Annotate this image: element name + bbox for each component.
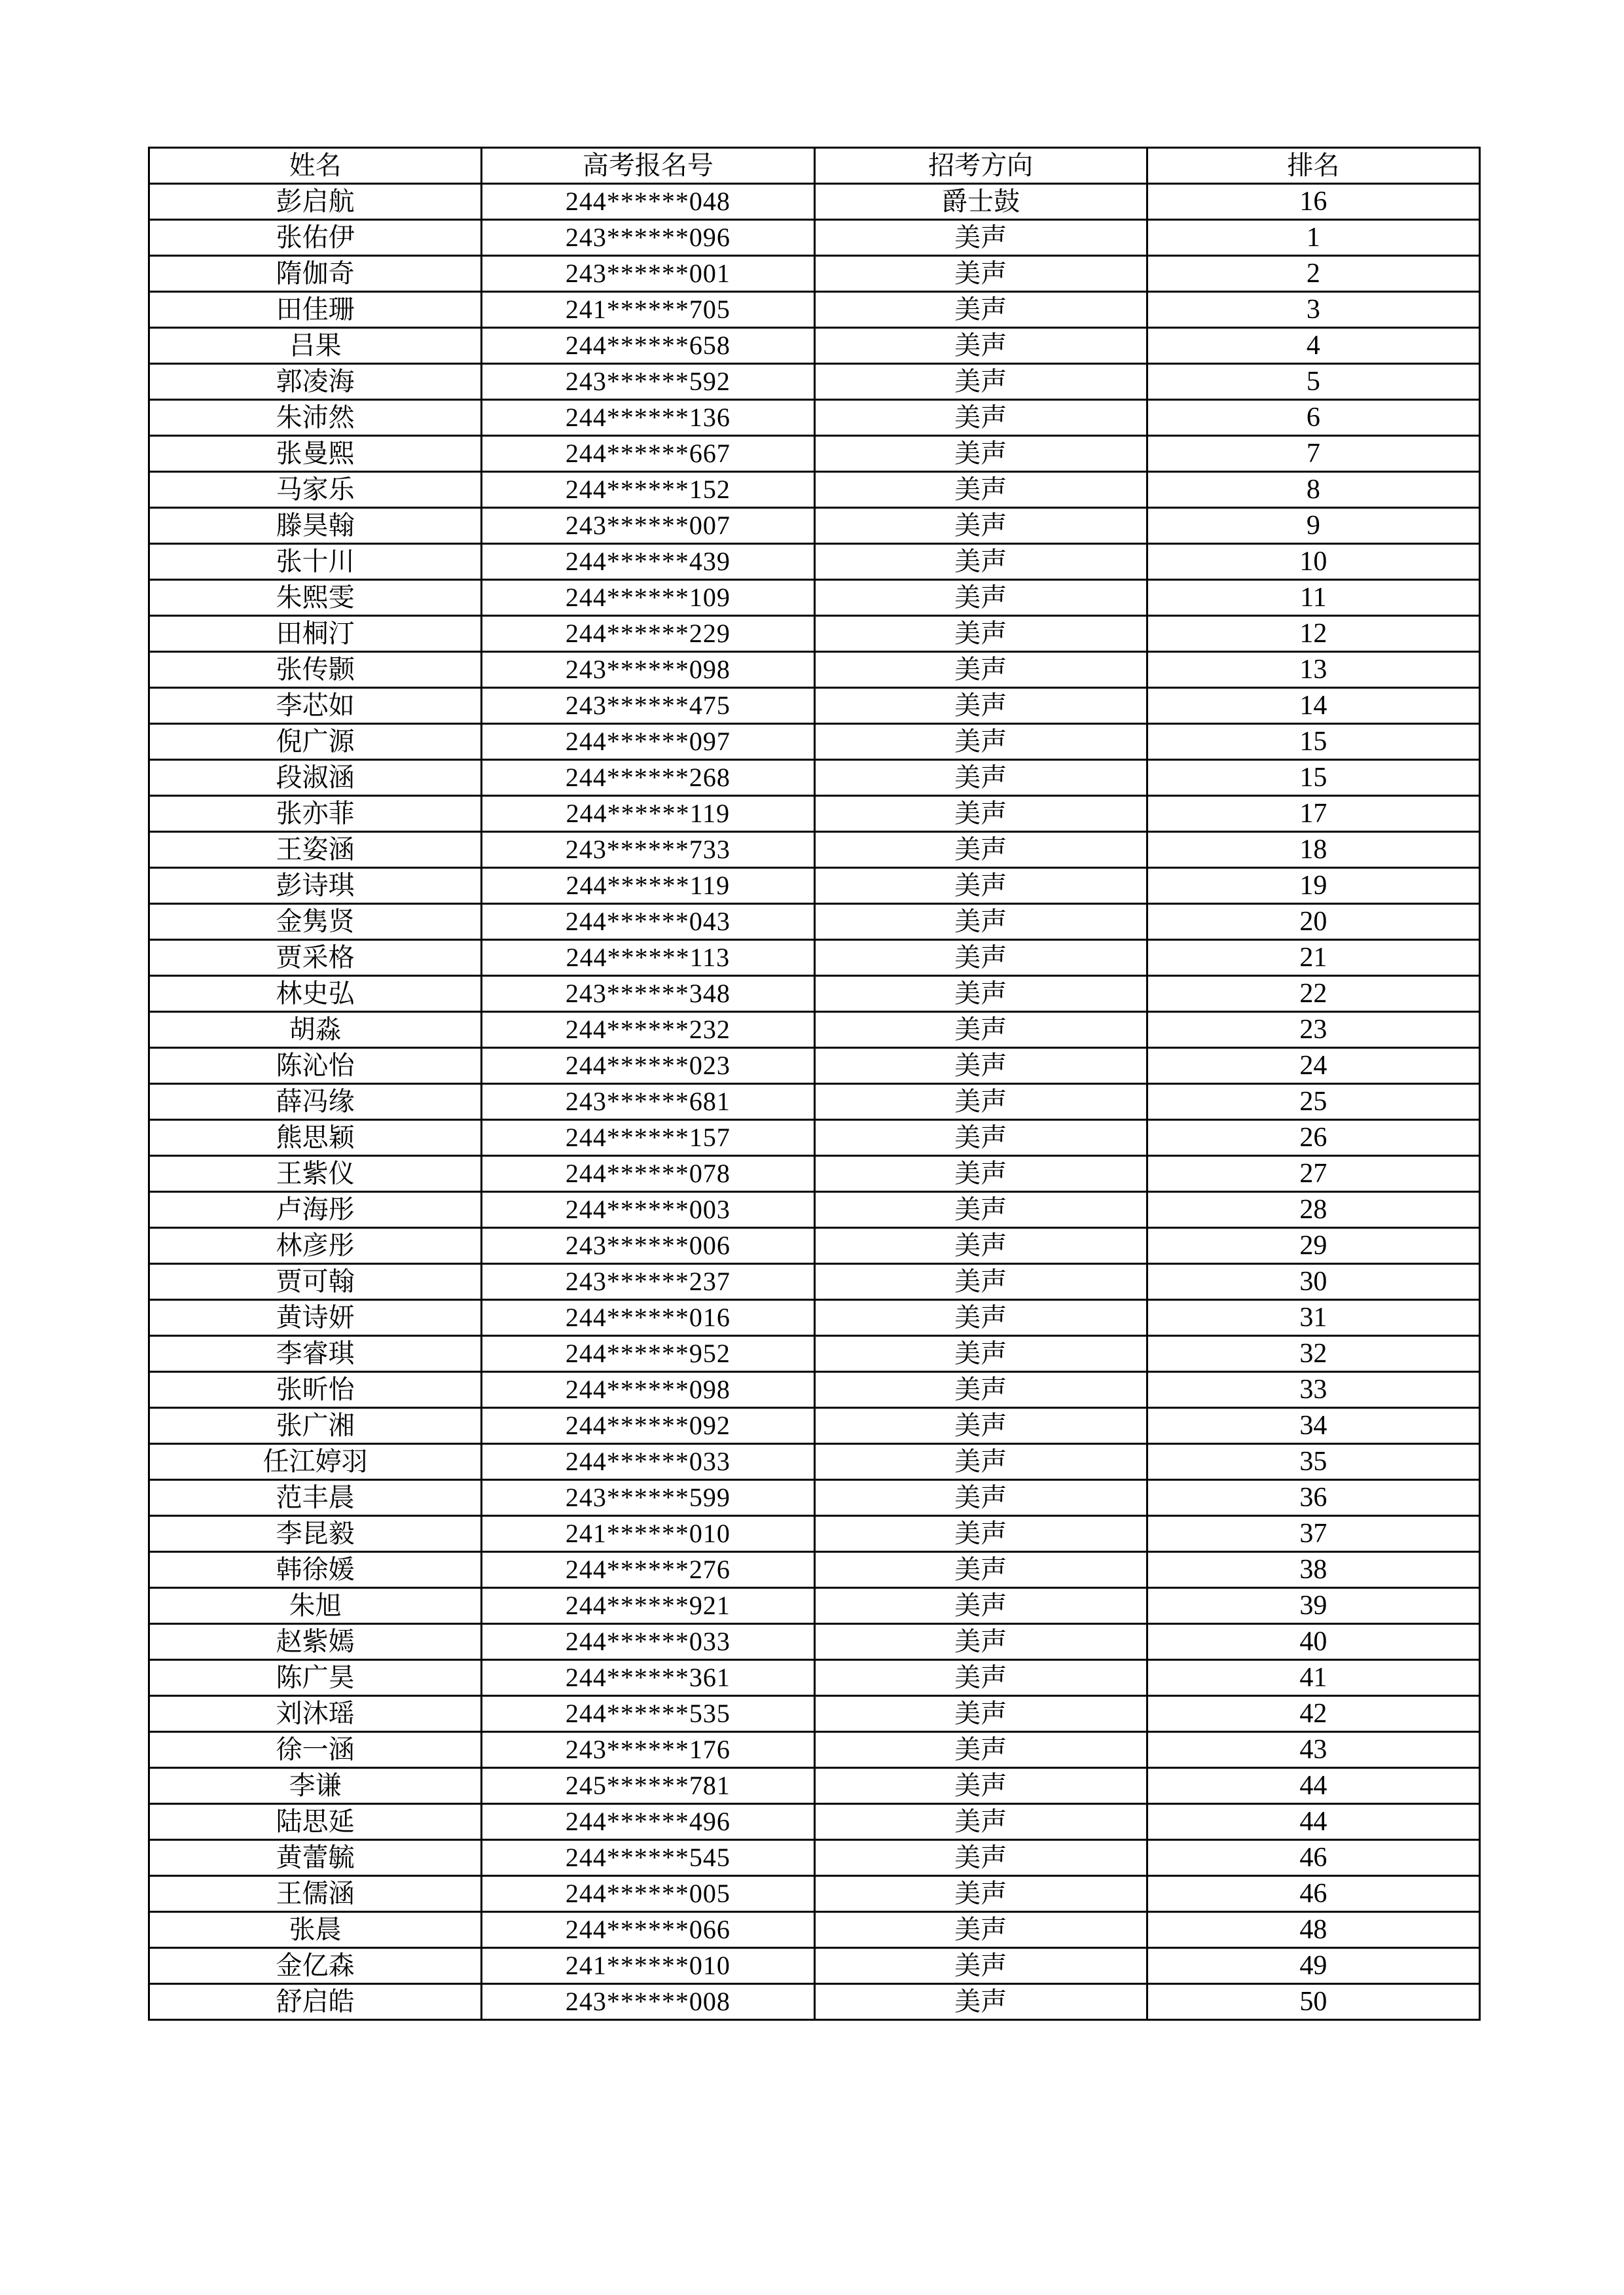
- cell-name: 吕果: [149, 328, 482, 364]
- cell-direction: 美声: [814, 724, 1147, 760]
- cell-name: 王姿涵: [149, 832, 482, 868]
- table-row: [149, 652, 1480, 688]
- table-row: [149, 1984, 1480, 2020]
- cell-name: 任江婷羽: [149, 1444, 482, 1480]
- cell-registration-number: 244******043: [482, 904, 814, 940]
- cell-name: 金亿森: [149, 1948, 482, 1984]
- cell-name: 徐一涵: [149, 1732, 482, 1768]
- cell-registration-number: 244******921: [482, 1588, 814, 1624]
- cell-registration-number: 244******268: [482, 760, 814, 796]
- cell-registration-number: 244******439: [482, 544, 814, 580]
- cell-name: 黄诗妍: [149, 1300, 482, 1336]
- cell-rank: 3: [1147, 292, 1479, 328]
- cell-name: 陈沁怡: [149, 1048, 482, 1084]
- cell-direction: 美声: [814, 1300, 1147, 1336]
- cell-direction: 美声: [814, 1516, 1147, 1552]
- cell-registration-number: 244******098: [482, 1372, 814, 1408]
- cell-rank: 20: [1147, 904, 1479, 940]
- cell-name: 王紫仪: [149, 1156, 482, 1192]
- cell-rank: 40: [1147, 1624, 1479, 1660]
- cell-direction: 美声: [814, 1228, 1147, 1264]
- cell-registration-number: 244******033: [482, 1624, 814, 1660]
- cell-name: 滕昊翰: [149, 508, 482, 544]
- table-row: [149, 1120, 1480, 1156]
- table-row: [149, 1660, 1480, 1696]
- table-row: [149, 580, 1480, 616]
- cell-registration-number: 241******705: [482, 292, 814, 328]
- cell-direction: 美声: [814, 1588, 1147, 1624]
- results-table: [148, 147, 1481, 2021]
- cell-registration-number: 244******232: [482, 1012, 814, 1048]
- table-row: [149, 184, 1480, 220]
- cell-direction: 美声: [814, 1336, 1147, 1372]
- table-row: [149, 1012, 1480, 1048]
- cell-name: 马家乐: [149, 472, 482, 508]
- cell-registration-number: 243******237: [482, 1264, 814, 1300]
- cell-name: 贾可翰: [149, 1264, 482, 1300]
- cell-direction: 美声: [814, 292, 1147, 328]
- table-row: [149, 760, 1480, 796]
- cell-rank: 12: [1147, 616, 1479, 652]
- cell-name: 田桐汀: [149, 616, 482, 652]
- table-row: [149, 1840, 1480, 1876]
- table-row: [149, 1948, 1480, 1984]
- cell-direction: 美声: [814, 436, 1147, 472]
- cell-name: 黄蕾毓: [149, 1840, 482, 1876]
- cell-registration-number: 244******658: [482, 328, 814, 364]
- header-direction: 招考方向: [814, 148, 1147, 184]
- cell-direction: 美声: [814, 1264, 1147, 1300]
- cell-direction: 美声: [814, 976, 1147, 1012]
- cell-name: 张亦菲: [149, 796, 482, 832]
- cell-rank: 22: [1147, 976, 1479, 1012]
- cell-direction: 美声: [814, 1876, 1147, 1912]
- cell-rank: 24: [1147, 1048, 1479, 1084]
- cell-registration-number: 244******535: [482, 1696, 814, 1732]
- cell-name: 林史弘: [149, 976, 482, 1012]
- cell-name: 林彦彤: [149, 1228, 482, 1264]
- cell-rank: 2: [1147, 256, 1479, 292]
- cell-name: 贾采格: [149, 940, 482, 976]
- table-row: [149, 724, 1480, 760]
- cell-direction: 美声: [814, 1372, 1147, 1408]
- table-row: [149, 1300, 1480, 1336]
- cell-direction: 美声: [814, 904, 1147, 940]
- cell-name: 金隽贤: [149, 904, 482, 940]
- table-row: [149, 616, 1480, 652]
- cell-registration-number: 244******078: [482, 1156, 814, 1192]
- table-row: [149, 832, 1480, 868]
- cell-registration-number: 243******007: [482, 508, 814, 544]
- cell-registration-number: 243******599: [482, 1480, 814, 1516]
- header-registration-number: 高考报名号: [482, 148, 814, 184]
- cell-registration-number: 243******733: [482, 832, 814, 868]
- cell-name: 田佳珊: [149, 292, 482, 328]
- cell-rank: 11: [1147, 580, 1479, 616]
- cell-name: 刘沐瑶: [149, 1696, 482, 1732]
- table-row: [149, 1624, 1480, 1660]
- table-row: [149, 1048, 1480, 1084]
- cell-registration-number: 243******008: [482, 1984, 814, 2020]
- cell-rank: 7: [1147, 436, 1479, 472]
- cell-rank: 13: [1147, 652, 1479, 688]
- cell-direction: 美声: [814, 1480, 1147, 1516]
- cell-registration-number: 244******152: [482, 472, 814, 508]
- cell-name: 段淑涵: [149, 760, 482, 796]
- cell-direction: 美声: [814, 1804, 1147, 1840]
- cell-rank: 10: [1147, 544, 1479, 580]
- table-row: [149, 796, 1480, 832]
- cell-direction: 美声: [814, 1624, 1147, 1660]
- cell-registration-number: 244******229: [482, 616, 814, 652]
- table-row: [149, 220, 1480, 256]
- cell-rank: 44: [1147, 1768, 1479, 1804]
- table-row: [149, 1516, 1480, 1552]
- cell-name: 倪广源: [149, 724, 482, 760]
- cell-registration-number: 244******119: [482, 868, 814, 904]
- cell-rank: 16: [1147, 184, 1479, 220]
- cell-direction: 美声: [814, 1048, 1147, 1084]
- table-row: [149, 1768, 1480, 1804]
- cell-direction: 美声: [814, 1984, 1147, 2020]
- cell-rank: 5: [1147, 364, 1479, 400]
- cell-registration-number: 244******113: [482, 940, 814, 976]
- cell-rank: 4: [1147, 328, 1479, 364]
- cell-rank: 39: [1147, 1588, 1479, 1624]
- cell-direction: 美声: [814, 256, 1147, 292]
- cell-name: 赵紫嫣: [149, 1624, 482, 1660]
- cell-name: 隋伽奇: [149, 256, 482, 292]
- cell-rank: 23: [1147, 1012, 1479, 1048]
- table-row: [149, 688, 1480, 724]
- cell-registration-number: 244******048: [482, 184, 814, 220]
- cell-registration-number: 243******098: [482, 652, 814, 688]
- cell-direction: 美声: [814, 1768, 1147, 1804]
- cell-name: 郭凌海: [149, 364, 482, 400]
- cell-name: 薛冯缘: [149, 1084, 482, 1120]
- cell-registration-number: 244******023: [482, 1048, 814, 1084]
- table-row: [149, 508, 1480, 544]
- cell-registration-number: 244******545: [482, 1840, 814, 1876]
- cell-direction: 美声: [814, 688, 1147, 724]
- cell-rank: 49: [1147, 1948, 1479, 1984]
- cell-name: 陈广昊: [149, 1660, 482, 1696]
- table-row: [149, 868, 1480, 904]
- cell-registration-number: 244******952: [482, 1336, 814, 1372]
- cell-name: 舒启皓: [149, 1984, 482, 2020]
- cell-name: 熊思颖: [149, 1120, 482, 1156]
- table-row: [149, 1444, 1480, 1480]
- table-row: [149, 328, 1480, 364]
- cell-registration-number: 244******667: [482, 436, 814, 472]
- cell-name: 张晨: [149, 1912, 482, 1948]
- cell-name: 张佑伊: [149, 220, 482, 256]
- table-row: [149, 1264, 1480, 1300]
- cell-rank: 44: [1147, 1804, 1479, 1840]
- table-row: [149, 940, 1480, 976]
- table-row: [149, 472, 1480, 508]
- cell-name: 范丰晨: [149, 1480, 482, 1516]
- cell-rank: 36: [1147, 1480, 1479, 1516]
- cell-rank: 46: [1147, 1840, 1479, 1876]
- cell-registration-number: 244******361: [482, 1660, 814, 1696]
- cell-name: 李芯如: [149, 688, 482, 724]
- cell-registration-number: 243******592: [482, 364, 814, 400]
- cell-rank: 32: [1147, 1336, 1479, 1372]
- cell-registration-number: 244******157: [482, 1120, 814, 1156]
- cell-rank: 33: [1147, 1372, 1479, 1408]
- cell-name: 张昕怡: [149, 1372, 482, 1408]
- cell-direction: 美声: [814, 1120, 1147, 1156]
- cell-rank: 30: [1147, 1264, 1479, 1300]
- cell-registration-number: 244******109: [482, 580, 814, 616]
- table-row: [149, 1408, 1480, 1444]
- table-header-row: [149, 148, 1480, 184]
- cell-name: 王儒涵: [149, 1876, 482, 1912]
- cell-direction: 美声: [814, 796, 1147, 832]
- table-row: [149, 1588, 1480, 1624]
- table-row: [149, 1876, 1480, 1912]
- cell-name: 胡淼: [149, 1012, 482, 1048]
- cell-registration-number: 243******176: [482, 1732, 814, 1768]
- table-row: [149, 976, 1480, 1012]
- cell-direction: 美声: [814, 1012, 1147, 1048]
- cell-direction: 美声: [814, 1840, 1147, 1876]
- cell-direction: 美声: [814, 364, 1147, 400]
- cell-direction: 美声: [814, 652, 1147, 688]
- cell-rank: 46: [1147, 1876, 1479, 1912]
- cell-rank: 21: [1147, 940, 1479, 976]
- cell-rank: 17: [1147, 796, 1479, 832]
- cell-rank: 42: [1147, 1696, 1479, 1732]
- table-row: [149, 544, 1480, 580]
- cell-rank: 15: [1147, 724, 1479, 760]
- cell-direction: 美声: [814, 832, 1147, 868]
- table-row: [149, 1732, 1480, 1768]
- cell-rank: 14: [1147, 688, 1479, 724]
- cell-direction: 美声: [814, 1696, 1147, 1732]
- cell-registration-number: 243******475: [482, 688, 814, 724]
- cell-name: 李谦: [149, 1768, 482, 1804]
- cell-name: 张传颢: [149, 652, 482, 688]
- cell-registration-number: 244******097: [482, 724, 814, 760]
- cell-name: 李睿琪: [149, 1336, 482, 1372]
- table-row: [149, 1336, 1480, 1372]
- cell-direction: 美声: [814, 1948, 1147, 1984]
- cell-rank: 38: [1147, 1552, 1479, 1588]
- cell-registration-number: 241******010: [482, 1516, 814, 1552]
- cell-rank: 6: [1147, 400, 1479, 436]
- cell-registration-number: 244******276: [482, 1552, 814, 1588]
- results-sheet: [148, 147, 1481, 2021]
- cell-name: 朱沛然: [149, 400, 482, 436]
- cell-rank: 29: [1147, 1228, 1479, 1264]
- cell-rank: 34: [1147, 1408, 1479, 1444]
- cell-registration-number: 244******136: [482, 400, 814, 436]
- table-row: [149, 904, 1480, 940]
- cell-direction: 美声: [814, 544, 1147, 580]
- cell-direction: 美声: [814, 1912, 1147, 1948]
- cell-registration-number: 243******096: [482, 220, 814, 256]
- cell-name: 彭诗琪: [149, 868, 482, 904]
- cell-direction: 美声: [814, 472, 1147, 508]
- table-row: [149, 1228, 1480, 1264]
- cell-direction: 美声: [814, 580, 1147, 616]
- cell-rank: 25: [1147, 1084, 1479, 1120]
- cell-direction: 美声: [814, 616, 1147, 652]
- cell-rank: 19: [1147, 868, 1479, 904]
- cell-registration-number: 245******781: [482, 1768, 814, 1804]
- table-row: [149, 1804, 1480, 1840]
- cell-direction: 美声: [814, 1408, 1147, 1444]
- cell-name: 朱熙雯: [149, 580, 482, 616]
- table-row: [149, 1084, 1480, 1120]
- cell-name: 韩徐媛: [149, 1552, 482, 1588]
- cell-rank: 31: [1147, 1300, 1479, 1336]
- table-row: [149, 1156, 1480, 1192]
- cell-direction: 美声: [814, 220, 1147, 256]
- cell-name: 彭启航: [149, 184, 482, 220]
- table-row: [149, 1192, 1480, 1228]
- cell-rank: 28: [1147, 1192, 1479, 1228]
- table-row: [149, 1372, 1480, 1408]
- cell-registration-number: 244******496: [482, 1804, 814, 1840]
- table-row: [149, 1696, 1480, 1732]
- cell-registration-number: 244******005: [482, 1876, 814, 1912]
- cell-direction: 美声: [814, 1444, 1147, 1480]
- cell-name: 张曼熙: [149, 436, 482, 472]
- table-row: [149, 256, 1480, 292]
- cell-direction: 爵士鼓: [814, 184, 1147, 220]
- cell-registration-number: 244******003: [482, 1192, 814, 1228]
- cell-registration-number: 243******006: [482, 1228, 814, 1264]
- cell-direction: 美声: [814, 868, 1147, 904]
- cell-direction: 美声: [814, 1192, 1147, 1228]
- cell-registration-number: 243******681: [482, 1084, 814, 1120]
- cell-name: 张十川: [149, 544, 482, 580]
- cell-registration-number: 243******348: [482, 976, 814, 1012]
- cell-direction: 美声: [814, 508, 1147, 544]
- cell-rank: 27: [1147, 1156, 1479, 1192]
- cell-registration-number: 241******010: [482, 1948, 814, 1984]
- cell-direction: 美声: [814, 1084, 1147, 1120]
- cell-name: 卢海彤: [149, 1192, 482, 1228]
- cell-registration-number: 244******092: [482, 1408, 814, 1444]
- cell-rank: 8: [1147, 472, 1479, 508]
- header-rank: 排名: [1147, 148, 1479, 184]
- cell-name: 朱旭: [149, 1588, 482, 1624]
- cell-rank: 35: [1147, 1444, 1479, 1480]
- cell-direction: 美声: [814, 1156, 1147, 1192]
- cell-direction: 美声: [814, 1660, 1147, 1696]
- cell-direction: 美声: [814, 328, 1147, 364]
- table-row: [149, 436, 1480, 472]
- cell-rank: 50: [1147, 1984, 1479, 2020]
- table-row: [149, 364, 1480, 400]
- cell-direction: 美声: [814, 1552, 1147, 1588]
- cell-rank: 1: [1147, 220, 1479, 256]
- cell-name: 张广湘: [149, 1408, 482, 1444]
- cell-rank: 15: [1147, 760, 1479, 796]
- cell-name: 李昆毅: [149, 1516, 482, 1552]
- header-name: 姓名: [149, 148, 482, 184]
- cell-rank: 48: [1147, 1912, 1479, 1948]
- cell-rank: 37: [1147, 1516, 1479, 1552]
- cell-rank: 26: [1147, 1120, 1479, 1156]
- cell-registration-number: 244******119: [482, 796, 814, 832]
- cell-direction: 美声: [814, 1732, 1147, 1768]
- table-body: [149, 184, 1480, 2020]
- cell-rank: 9: [1147, 508, 1479, 544]
- table-row: [149, 1912, 1480, 1948]
- cell-rank: 43: [1147, 1732, 1479, 1768]
- cell-rank: 18: [1147, 832, 1479, 868]
- table-row: [149, 1480, 1480, 1516]
- cell-direction: 美声: [814, 940, 1147, 976]
- cell-registration-number: 244******033: [482, 1444, 814, 1480]
- cell-rank: 41: [1147, 1660, 1479, 1696]
- cell-registration-number: 244******016: [482, 1300, 814, 1336]
- table-row: [149, 400, 1480, 436]
- cell-registration-number: 243******001: [482, 256, 814, 292]
- cell-registration-number: 244******066: [482, 1912, 814, 1948]
- cell-direction: 美声: [814, 760, 1147, 796]
- table-row: [149, 292, 1480, 328]
- cell-direction: 美声: [814, 400, 1147, 436]
- table-row: [149, 1552, 1480, 1588]
- cell-name: 陆思延: [149, 1804, 482, 1840]
